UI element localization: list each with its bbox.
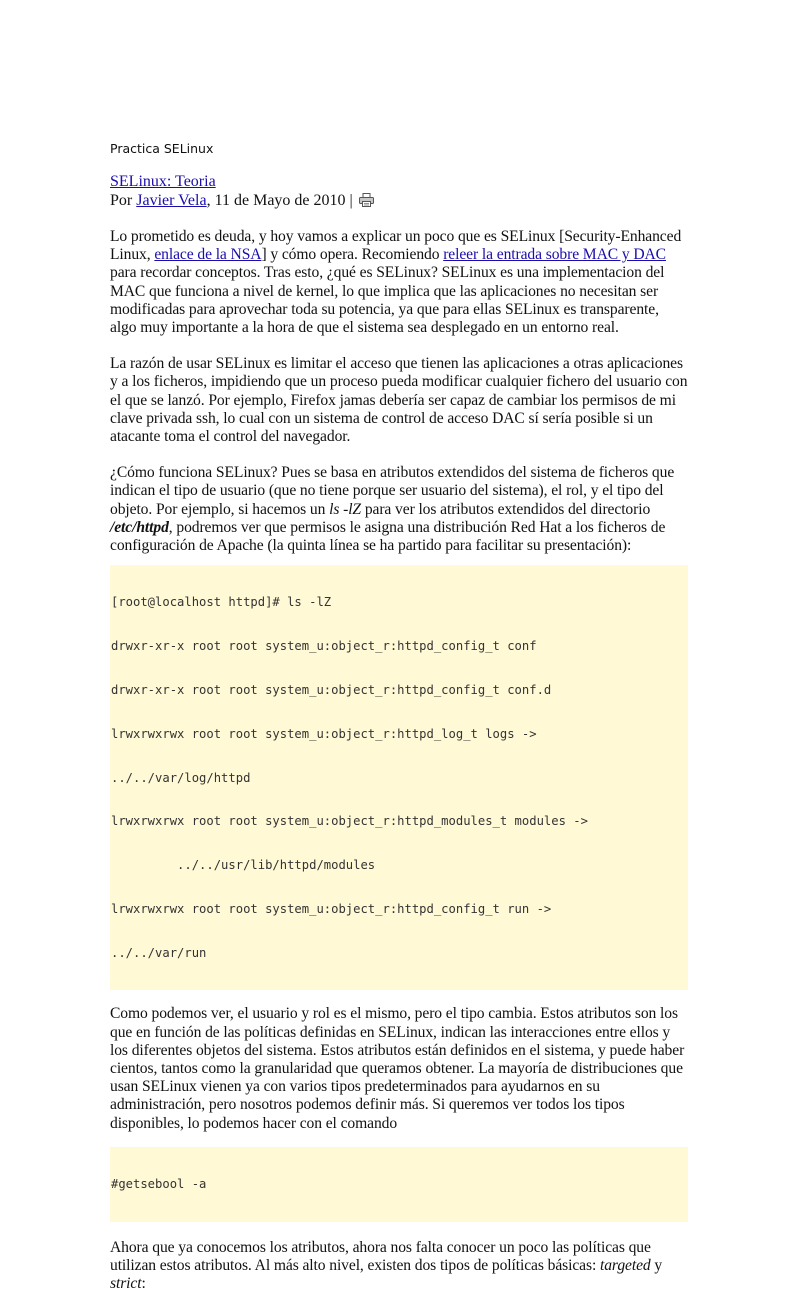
byline-date: , 11 de Mayo de 2010 | (206, 192, 353, 209)
paragraph-intro: Lo prometido es deuda, y hoy vamos a explicar un poco que es SELinux [Security-Enhanced Linux, enlace de la NSA] y cómo opera. Recomiendo releer la entrada sobre MAC y DAC para recordar conceptos. Tras esto, ¿qué es SELinux? SELinux es una implementacion del MAC que funciona a nivel de kernel, lo que implica que las aplicaciones no necesitan ser modificadas para aprovechar toda su potencia, ya que para ellas SELinux es transparente, algo muy importante a la hora de que el sistema sea desplegado en un entorno real. (110, 228, 682, 337)
byline-prefix: Por (110, 192, 137, 209)
code-line: [root@localhost httpd]# ls -lZ (111, 595, 332, 610)
article (110, 172, 688, 1293)
article-byline (110, 191, 688, 210)
code-line: lrwxrwxrwx root root system_u:object_r:httpd_modules_t modules -> (111, 814, 588, 829)
code-line: lrwxrwxrwx root root system_u:object_r:httpd_log_t logs -> (111, 726, 537, 741)
paragraph-how: ¿Cómo funciona SELinux? Pues se basa en atributos extendidos del sistema de ficheros que indican el tipo de usuario (que no tiene porque ser usuario del sistema), el rol, y el tipo del objeto. Por ejemplo, si hacemos un ls -lZ para ver los atributos extendidos del directorio /etc/httpd, podremos ver que permisos le asigna una distribución Red Hat a los ficheros de configuración de Apache (la quinta línea se ha partido para facilitar su presentación): (110, 464, 675, 555)
mac-dac-link[interactable]: releer la entrada sobre MAC y DAC (443, 246, 666, 264)
code-block-ls (110, 565, 688, 990)
nsa-link[interactable]: enlace de la NSA (154, 246, 262, 264)
paragraph-reason: La razón de usar SELinux es limitar el acceso que tienen las aplicaciones a otras aplicaciones y a los ficheros, impidiendo que un proceso pueda modificar cualquier fichero del usuario con el que se lanzó. Por ejemplo, Firefox jamas debería ser capaz de cambiar los permisos de mi clave privada ssh, lo cual con un sistema de control de acceso DAC sí sería posible si un atacante toma el control del navegador. (110, 355, 688, 446)
code-line: ../../var/log/httpd (111, 770, 251, 785)
code-line: #getsebool -a (111, 1177, 207, 1192)
paragraph-types: Como podemos ver, el usuario y rol es el mismo, pero el tipo cambia. Estos atributos son los que en función de las políticas definidas en SELinux, indican las interacciones entre ellos y los diferentes objetos del sistema. Estos atributos están definidos en el sistema, y puede haber cientos, tantos como la granularidad que queramos obtener. La mayoría de distribuciones que usan SELinux vienen ya con varios tipos predeterminados para ayudarnos en su administración, pero nosotros podemos definir más. Si queremos ver todos los tipos disponibles, lo podemos hacer con el comando (110, 1005, 685, 1132)
code-line: drwxr-xr-x root root system_u:object_r:httpd_config_t conf (111, 639, 537, 654)
code-line: lrwxrwxrwx root root system_u:object_r:httpd_config_t run -> (111, 901, 552, 916)
code-block-getsebool (110, 1147, 688, 1222)
code-line: ../../var/run (111, 945, 207, 960)
paragraph-policies: Ahora que ya conocemos los atributos, ahora nos falta conocer un poco las políticas que utilizan estos atributos. Al más alto nivel, existen dos tipos de políticas básicas: targeted y strict: (110, 1238, 663, 1293)
code-line: drwxr-xr-x root root system_u:object_r:httpd_config_t conf.d (111, 683, 552, 697)
printer-icon[interactable] (359, 193, 374, 207)
author-link[interactable]: Javier Vela (136, 192, 207, 209)
document-heading: Practica SELinux (110, 141, 214, 156)
article-title-link[interactable]: SELinux: Teoria (110, 173, 216, 190)
code-line: ../../usr/lib/httpd/modules (111, 858, 376, 873)
